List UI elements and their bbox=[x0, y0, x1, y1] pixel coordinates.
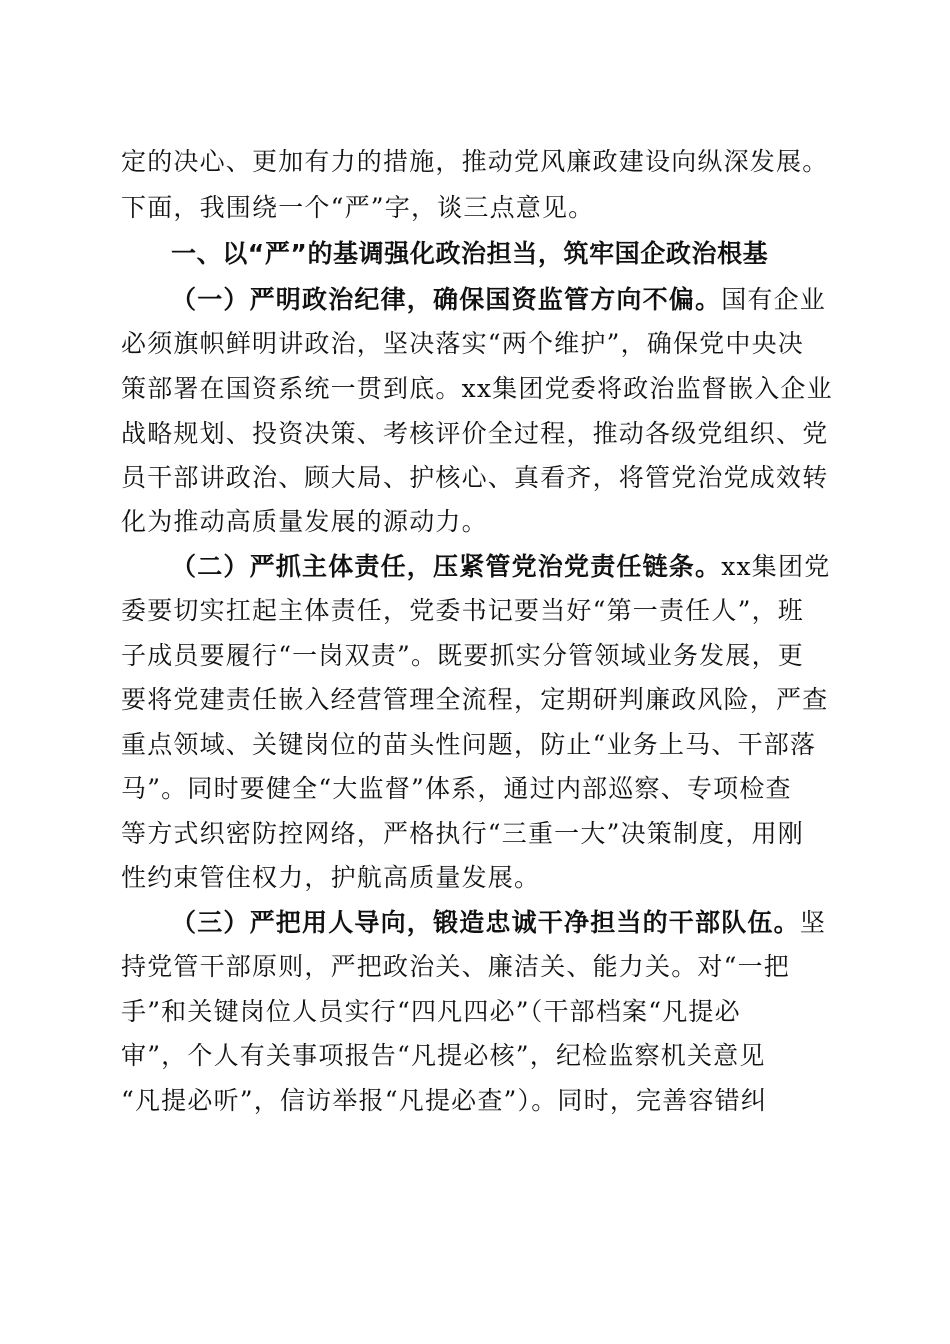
item-two-line: 性约束管住权力，护航高质量发展。 bbox=[121, 863, 541, 892]
item-two-line: 等方式织密防控网络，严格执行“三重一大”决策制度，用刚 bbox=[121, 819, 804, 848]
item-one-first-line-rest: 国有企业 bbox=[721, 285, 827, 314]
item-two-title: （二）严抓主体责任，压紧管党治党责任链条。 bbox=[171, 552, 722, 581]
item-one-line: 策部署在国资系统一贯到底。xx集团党委将政治监督嵌入企业 bbox=[121, 374, 833, 403]
item-one-first-line bbox=[171, 285, 871, 315]
item-two-line: 委要切实扛起主体责任，党委书记要当好“第一责任人”，班 bbox=[121, 596, 804, 625]
item-three-line: 审”，个人有关事项报告“凡提必核”，纪检监察机关意见 bbox=[121, 1041, 766, 1070]
item-one-line: 员干部讲政治、顾大局、护核心、真看齐，将管党治党成效转 bbox=[121, 463, 829, 492]
item-three-title: （三）严把用人导向，锻造忠诚干净担当的干部队伍。 bbox=[171, 908, 800, 937]
item-one-title: （一）严明政治纪律，确保国资监管方向不偏。 bbox=[171, 285, 722, 314]
item-two-line: 马”。同时要健全“大监督”体系，通过内部巡察、专项检查 bbox=[121, 774, 792, 803]
item-one-line: 必须旗帜鲜明讲政治，坚决落实“两个维护”，确保党中央决 bbox=[121, 329, 804, 358]
item-three-line: 持党管干部原则，严把政治关、廉洁关、能力关。对“一把 bbox=[121, 952, 790, 981]
item-three-line: 手”和关键岗位人员实行“四凡四必”（干部档案“凡提必 bbox=[121, 997, 741, 1026]
item-three-first-line-rest: 坚 bbox=[799, 908, 827, 937]
item-two-first-line bbox=[171, 552, 871, 582]
section-heading-one: 一、以“严”的基调强化政治担当，筑牢国企政治根基 bbox=[171, 239, 769, 268]
item-two-line: 要将党建责任嵌入经营管理全流程，定期研判廉政风险，严查 bbox=[121, 685, 829, 714]
item-two-line: 子成员要履行“一岗双责”。既要抓实分管领域业务发展，更 bbox=[121, 641, 804, 670]
item-two-first-line-rest: xx集团党 bbox=[721, 552, 831, 581]
item-one-line: 化为推动高质量发展的源动力。 bbox=[121, 507, 488, 536]
item-one-line: 战略规划、投资决策、考核评价全过程，推动各级党组织、党 bbox=[121, 419, 829, 448]
item-three-first-line bbox=[171, 908, 871, 938]
intro-line-2: 下面，我围绕一个“严”字，谈三点意见。 bbox=[121, 193, 595, 222]
item-two-line: 重点领域、关键岗位的苗头性问题，防止“业务上马、干部落 bbox=[121, 730, 817, 759]
intro-line-1: 定的决心、更加有力的措施，推动党风廉政建设向纵深发展。 bbox=[121, 147, 829, 176]
item-three-line: “凡提必听”，信访举报“凡提必查”）。同时，完善容错纠 bbox=[121, 1086, 768, 1115]
